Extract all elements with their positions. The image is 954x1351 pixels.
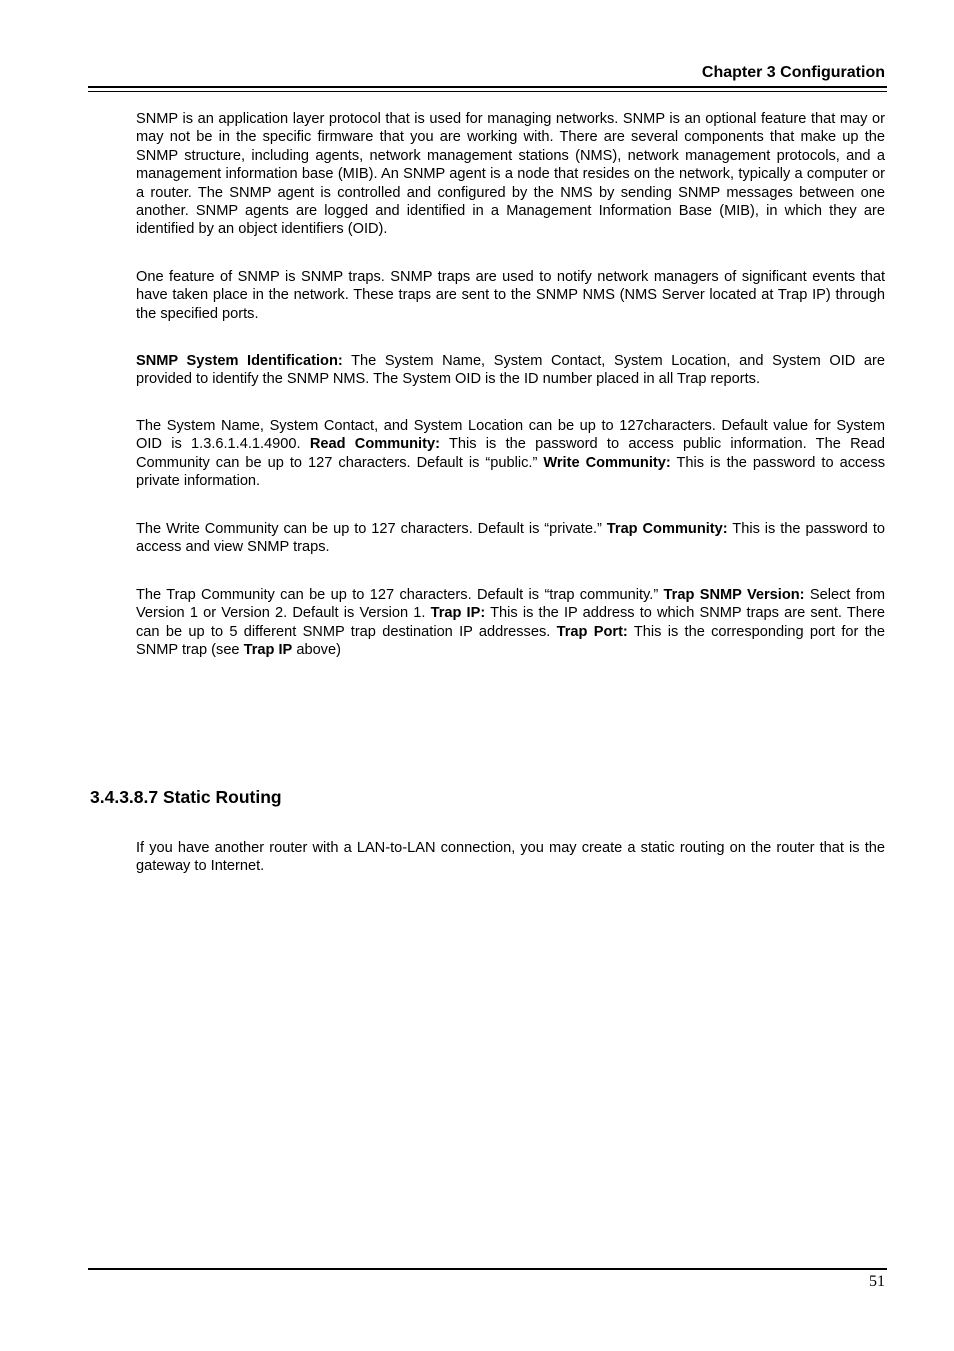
term-trap-ip: Trap IP: xyxy=(430,605,486,622)
header-rule-thin xyxy=(88,91,887,92)
term-trap-snmp-version: Trap SNMP Version: xyxy=(663,587,805,603)
text: The System Name, System Contact, and System Location can be up to 127characters. Default value for System OID is 1.3.6.1.4.1.4900. xyxy=(136,418,885,453)
text: This is the password to access public information. The Read Community can be up to 127 characters. Default is “public.” xyxy=(136,436,885,471)
text: Select from Version 1 or Version 2. Default is Version 1. xyxy=(136,587,885,622)
text: The Write Community can be up to 127 characters. Default is “private.” xyxy=(136,521,607,537)
text: above) xyxy=(292,642,341,659)
text: This is the password to access private information. xyxy=(136,454,885,490)
paragraph-read-write-community xyxy=(136,417,885,491)
term-trap-port: Trap Port: xyxy=(556,623,628,640)
footer-rule xyxy=(88,1268,887,1270)
text: This is the IP address to which SNMP traps are sent. There can be up to 5 different SNMP trap destination IP addresses. xyxy=(136,605,886,640)
text: This is the corresponding port for the SNMP trap (see xyxy=(136,623,885,659)
term-write-community: Write Community: xyxy=(543,454,671,471)
paragraph-trap-settings xyxy=(136,586,885,660)
paragraph-trap-community xyxy=(136,520,885,557)
paragraph-snmp-traps: One feature of SNMP is SNMP traps. SNMP traps are used to notify network managers of significant events that have taken place in the network. These traps are sent to the SNMP NMS (NMS Server located at Trap IP) through the specified ports. xyxy=(136,269,885,322)
text: The Trap Community can be up to 127 characters. Default is “trap community.” xyxy=(136,587,664,603)
paragraph-static-routing: If you have another router with a LAN-to-LAN connection, you may create a static routing on the router that is the gateway to Internet. xyxy=(136,840,885,875)
header-rule-thick xyxy=(88,86,887,88)
term-trap-community: Trap Community: xyxy=(606,521,728,537)
paragraph-system-identification xyxy=(136,352,885,389)
text: This is the password to access and view SNMP traps. xyxy=(136,521,886,556)
section-heading-static-routing: 3.4.3.8.7 Static Routing xyxy=(90,787,282,807)
paragraph-snmp-intro: SNMP is an application layer protocol that is used for managing networks. SNMP is an optional feature that may or may not be in the specific firmware that you are working with. There are several components that make up the SNMP structure, including agents, network management stations (NMS), network management protocols, and a management information base (MIB). An SNMP agent is a node that resides on the network, typically a computer or a router. The SNMP agent is controlled and configured by the NMS by sending SNMP messages between one another. SNMP agents are logged and identified in a Management Information Base (MIB), in which they are identified by an object identifiers (OID). xyxy=(136,111,885,238)
chapter-title: Chapter 3 Configuration xyxy=(701,64,885,81)
term-trap-ip-ref: Trap IP xyxy=(243,642,293,659)
text: The System Name, System Contact, System Location, and System OID are provided to identify the SNMP NMS. The System OID is the ID number placed in all Trap reports. xyxy=(136,353,886,388)
term-system-identification: SNMP System Identification: xyxy=(136,353,343,369)
page-number: 51 xyxy=(869,1273,885,1290)
term-read-community: Read Community: xyxy=(309,436,440,453)
